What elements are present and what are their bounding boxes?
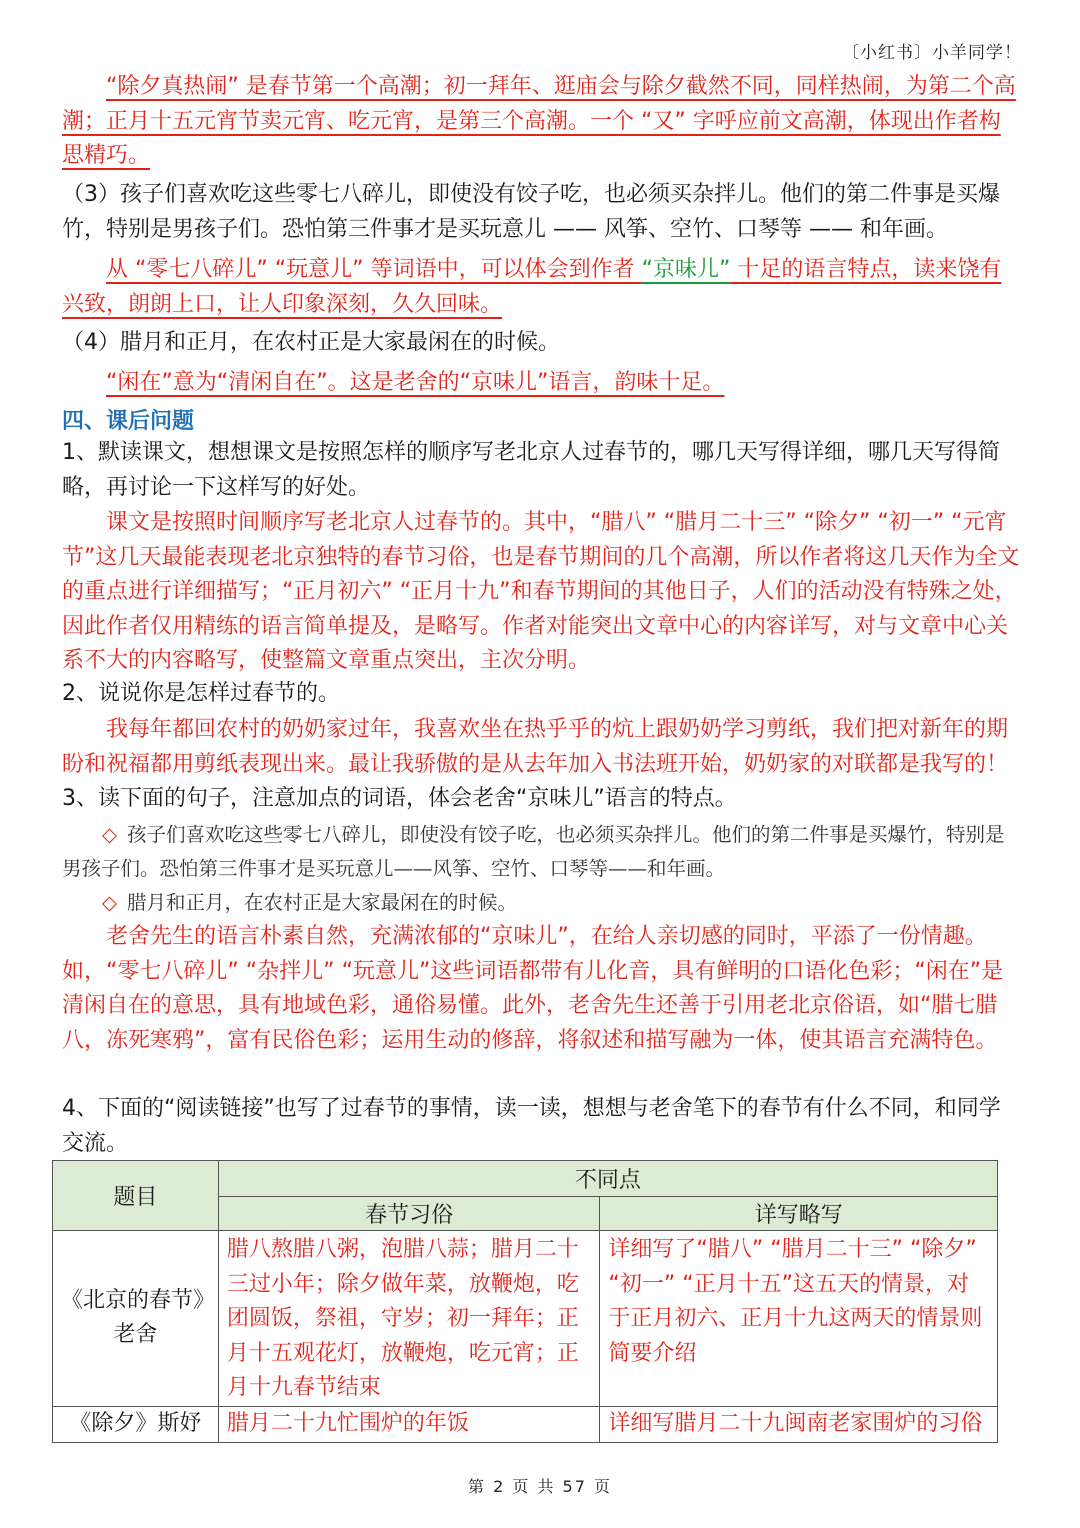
comparison-table xyxy=(52,1160,998,1443)
row-title-line2: 老舍 xyxy=(113,1322,158,1348)
row-title xyxy=(53,1231,219,1407)
quote-2 xyxy=(62,886,1022,920)
item-4: （4）腊月和正月，在农村正是大家最闲在的时候。 xyxy=(62,330,560,355)
item-4-answer xyxy=(62,366,1022,401)
answer-1: 课文是按照时间顺序写老北京人过春节的。其中，“腊八” “腊月二十三” “除夕” “初一” “元宵节”这几天最能表现老北京独特的春节习俗，也是春节期间的几个高潮，所以作者将这几天作为全文的重点进行详细描写；“正月初六” “正月十九”和春节期间的其他日子，人们的活动没有特殊之处，因此作者仅用精练的语言简单提及，是略写。作者对能突出文章中心的内容详写，对与文章中心关系不大的内容略写，使整篇文章重点突出，主次分明。 xyxy=(62,510,1020,673)
quote-2-text: 腊月和正月，在农村正是大家最闲在的时候。 xyxy=(127,891,518,914)
item-3-answer-part2: 十足的语言特点，读来饶有兴致，朗朗上口，让人印象深刻，久久回味。 xyxy=(62,257,1002,317)
table-header-detail: 详写略写 xyxy=(600,1197,998,1231)
question-1: 1、默读课文，想想课文是按照怎样的顺序写老北京人过春节的，哪几天写得详细，哪几天写得简略，再讨论一下这样写的好处。 xyxy=(62,440,1001,500)
diamond-icon: ◇ xyxy=(102,891,117,914)
question-3: 3、读下面的句子，注意加点的词语，体会老舍“京味儿”语言的特点。 xyxy=(62,786,737,811)
item-4-answer-text: “闲在”意为“清闲自在”。这是老舍的“京味儿”语言，韵味十足。 xyxy=(106,370,725,395)
item-3: （3）孩子们喜欢吃这些零七八碎儿，即使没有饺子吃，也必须买杂拌儿。他们的第二件事是买爆竹，特别是男孩子们。恐怕第三件事才是买玩意儿 —— 风筝、空竹、口琴等 —— 和年画。 xyxy=(62,182,1001,242)
watermark: 〔小红书〕小羊同学！ xyxy=(842,43,1022,63)
row-title-line1: 《北京的春节》 xyxy=(61,1288,216,1314)
row-custom: 腊八熬腊八粥，泡腊八蒜；腊月二十三过小年；除夕做年菜，放鞭炮，吃团圆饭，祭祖，守岁；初一拜年；正月十五观花灯，放鞭炮，吃元宵；正月十九春节结束 xyxy=(218,1231,600,1407)
answer-text: “除夕真热闹” 是春节第一个高潮；初一拜年、逛庙会与除夕截然不同，同样热闹，为第二个高潮；正月十五元宵节卖元宵、吃元宵，是第三个高潮。一个 “又” 字呼应前文高潮，体现出作者构思精巧。 xyxy=(62,74,1016,168)
row-detail: 详细写了“腊八” “腊月二十三” “除夕” “初一” “正月十五”这五天的情景，对于正月初六、正月十九这两天的情景则简要介绍 xyxy=(600,1231,998,1407)
item-3-answer xyxy=(62,253,1022,322)
answer-2: 我每年都回农村的奶奶家过年，我喜欢坐在热乎乎的炕上跟奶奶学习剪纸，我们把对新年的期盼和祝福都用剪纸表现出来。最让我骄傲的是从去年加入书法班开始，奶奶家的对联都是我写的！ xyxy=(62,717,1009,777)
item-3-answer-green: “京味儿” xyxy=(641,257,731,282)
item-3-answer-part1: 从 “零七八碎儿” “玩意儿” 等词语中，可以体会到作者 xyxy=(106,257,642,282)
table-header-custom: 春节习俗 xyxy=(218,1197,600,1231)
table-row xyxy=(53,1406,998,1442)
diamond-icon: ◇ xyxy=(102,823,117,846)
table-row xyxy=(53,1231,998,1407)
table-header-group: 不同点 xyxy=(218,1161,997,1197)
section-heading: 四、课后问题 xyxy=(62,409,195,434)
question-2: 2、说说你是怎样过春节的。 xyxy=(62,681,340,706)
question-4: 4、下面的“阅读链接”也写了过春节的事情，读一读，想想与老舍笔下的春节有什么不同，和同学交流。 xyxy=(62,1096,1001,1156)
row-custom: 腊月二十九忙围炉的年饭 xyxy=(218,1406,600,1442)
row-title: 《除夕》斯妤 xyxy=(53,1406,219,1442)
row-detail: 详细写腊月二十九闽南老家围炉的习俗 xyxy=(600,1406,998,1442)
answer-3: 老舍先生的语言朴素自然，充满浓郁的“京味儿”，在给人亲切感的同时，平添了一份情趣。如，“零七八碎儿” “杂拌儿” “玩意儿”这些词语都带有儿化音，具有鲜明的口语化色彩；“闲在”是清闲自在的意思，具有地域色彩，通俗易懂。此外，老舍先生还善于引用老北京俗语，如“腊七腊八，冻死寒鸦”，富有民俗色彩；运用生动的修辞，将叙述和描写融为一体，使其语言充满特色。 xyxy=(62,924,1004,1053)
table-header-title: 题目 xyxy=(53,1161,219,1231)
page-footer: 第 2 页 共 57 页 xyxy=(468,1477,612,1496)
answer-paragraph-1 xyxy=(62,70,1022,174)
quote-1 xyxy=(62,818,1022,886)
quote-1-text: 孩子们喜欢吃这些零七八碎儿，即使没有饺子吃，也必须买杂拌儿。他们的第二件事是买爆竹，特别是男孩子们。恐怕第三件事才是买玩意儿——风筝、空竹、口琴等——和年画。 xyxy=(62,823,1005,880)
